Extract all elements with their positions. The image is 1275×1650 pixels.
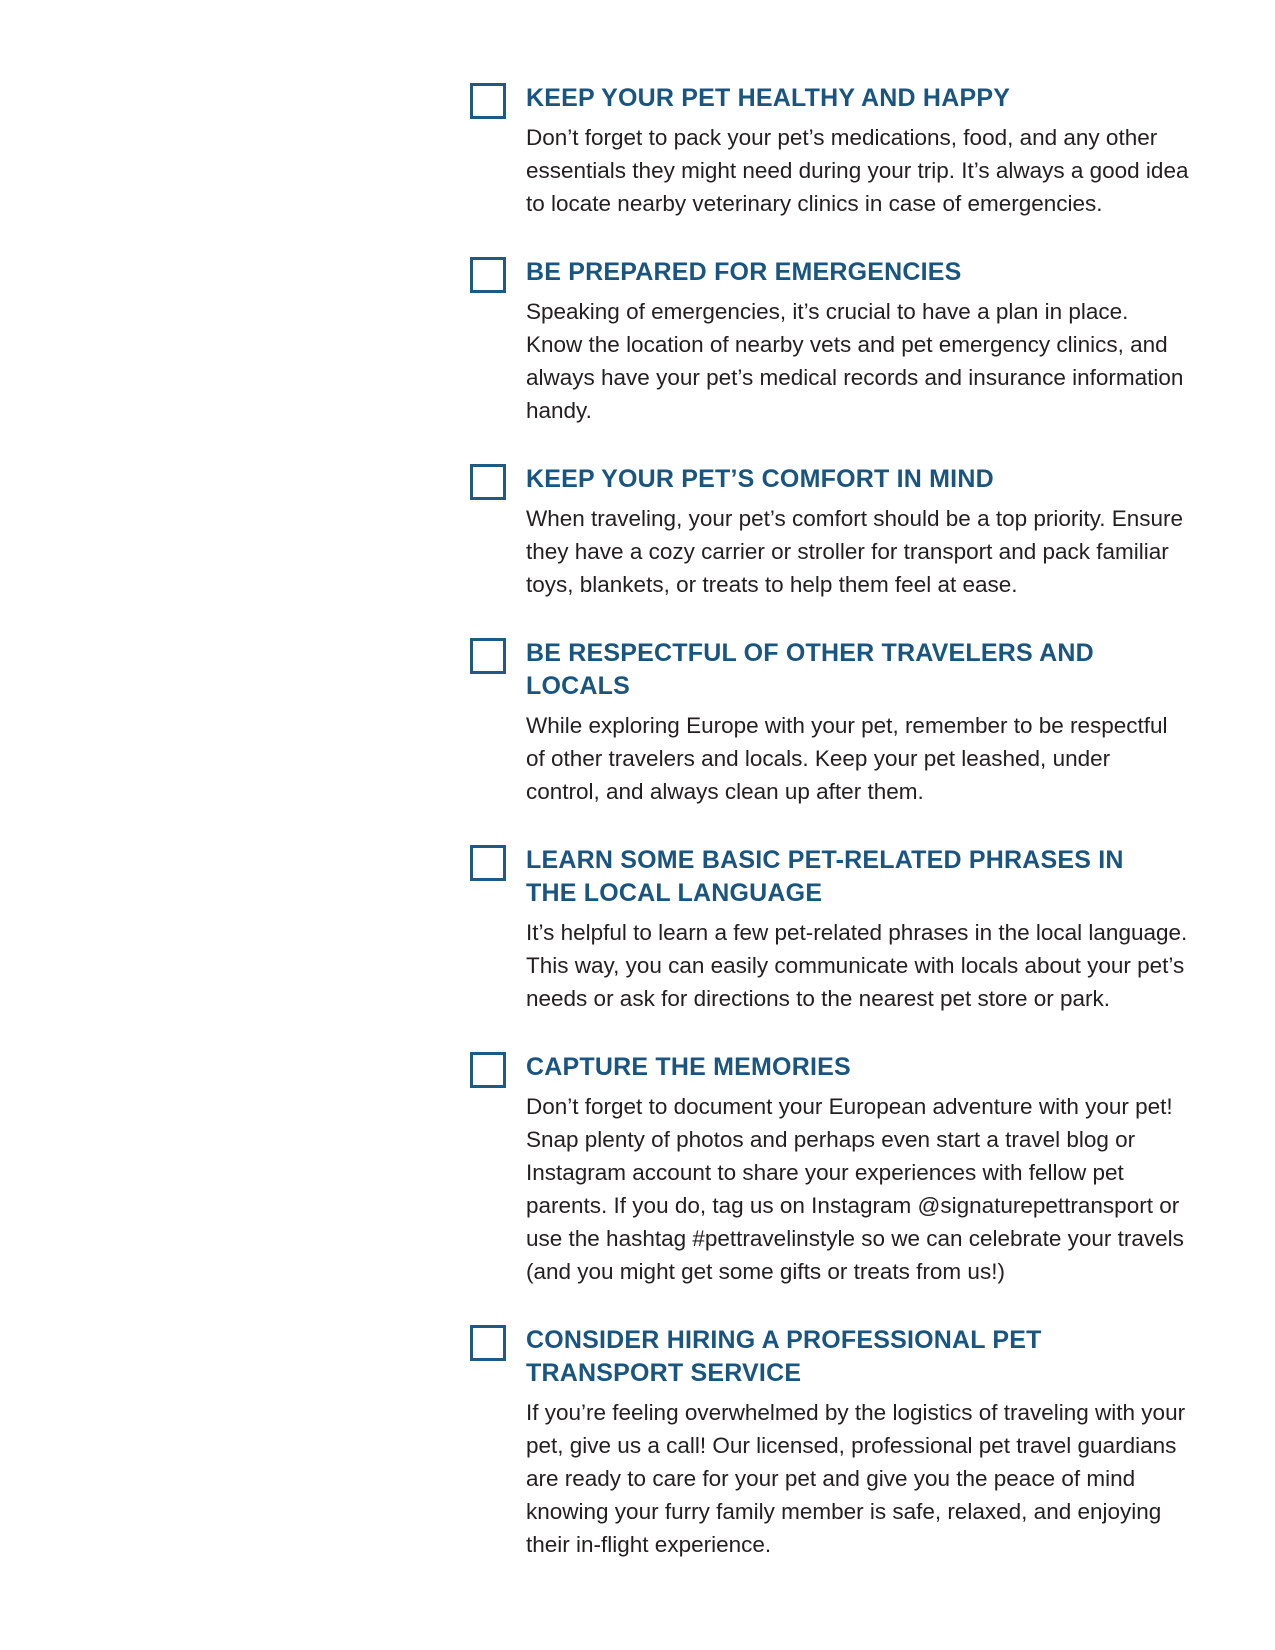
checklist-item-local-phrases (470, 844, 1190, 1015)
checklist-item-heading: BE PREPARED FOR EMERGENCIES (526, 258, 962, 286)
checklist-item-respectful (470, 637, 1190, 808)
checklist-item-heading: CAPTURE THE MEMORIES (526, 1053, 851, 1081)
checklist-item-heading: BE RESPECTFUL OF OTHER TRAVELERS AND LOCALS (526, 639, 1094, 700)
checkbox[interactable] (470, 638, 506, 674)
checklist-item-body: Speaking of emergencies, it’s crucial to have a plan in place. Know the location of nearby vets and pet emergency clinics, and always have your pet’s medical records and insurance information handy. (526, 299, 1184, 423)
checklist-item-body: It’s helpful to learn a few pet-related phrases in the local language. This way, you can easily communicate with locals about your pet’s needs or ask for directions to the nearest pet store or park. (526, 920, 1188, 1011)
checkbox[interactable] (470, 1325, 506, 1361)
checklist-item-heading: KEEP YOUR PET’S COMFORT IN MIND (526, 465, 994, 493)
checklist-item-comfort (470, 463, 1190, 601)
checkbox[interactable] (470, 845, 506, 881)
checkbox[interactable] (470, 1052, 506, 1088)
checklist-item-professional-transport (470, 1324, 1190, 1561)
checklist-item-memories (470, 1051, 1190, 1288)
checklist-item-heading: LEARN SOME BASIC PET-RELATED PHRASES IN THE LOCAL LANGUAGE (526, 846, 1124, 907)
checklist-item-heading: CONSIDER HIRING A PROFESSIONAL PET TRANSPORT SERVICE (526, 1326, 1042, 1387)
checklist-item-body: When traveling, your pet’s comfort should be a top priority. Ensure they have a cozy carrier or stroller for transport and pack familiar toys, blankets, or treats to help them feel at ease. (526, 506, 1183, 597)
checklist-item-heading: KEEP YOUR PET HEALTHY AND HAPPY (526, 84, 1011, 112)
checklist-item-healthy-happy (470, 82, 1190, 220)
checklist-item-emergencies (470, 256, 1190, 427)
pet-travel-checklist (470, 82, 1190, 1597)
checkbox[interactable] (470, 257, 506, 293)
checklist-item-body: While exploring Europe with your pet, remember to be respectful of other travelers and locals. Keep your pet leashed, under control, and always clean up after them. (526, 713, 1168, 804)
checkbox[interactable] (470, 464, 506, 500)
checkbox[interactable] (470, 83, 506, 119)
checklist-item-body: Don’t forget to pack your pet’s medications, food, and any other essentials they might need during your trip. It’s always a good idea to locate nearby veterinary clinics in case of emergencies. (526, 125, 1189, 216)
checklist-item-body: If you’re feeling overwhelmed by the logistics of traveling with your pet, give us a call! Our licensed, professional pet travel guardians are ready to care for your pet and give you the peace of mind knowing your furry family member is safe, relaxed, and enjoying their in-flight experience. (526, 1400, 1186, 1557)
checklist-item-body: Don’t forget to document your European adventure with your pet! Snap plenty of photos and perhaps even start a travel blog or Instagram account to share your experiences with fellow pet parents. If you do, tag us on Instagram @signaturepettransport or use the hashtag #pettravelinstyle so we can celebrate your travels (and you might get some gifts or treats from us!) (526, 1094, 1184, 1284)
